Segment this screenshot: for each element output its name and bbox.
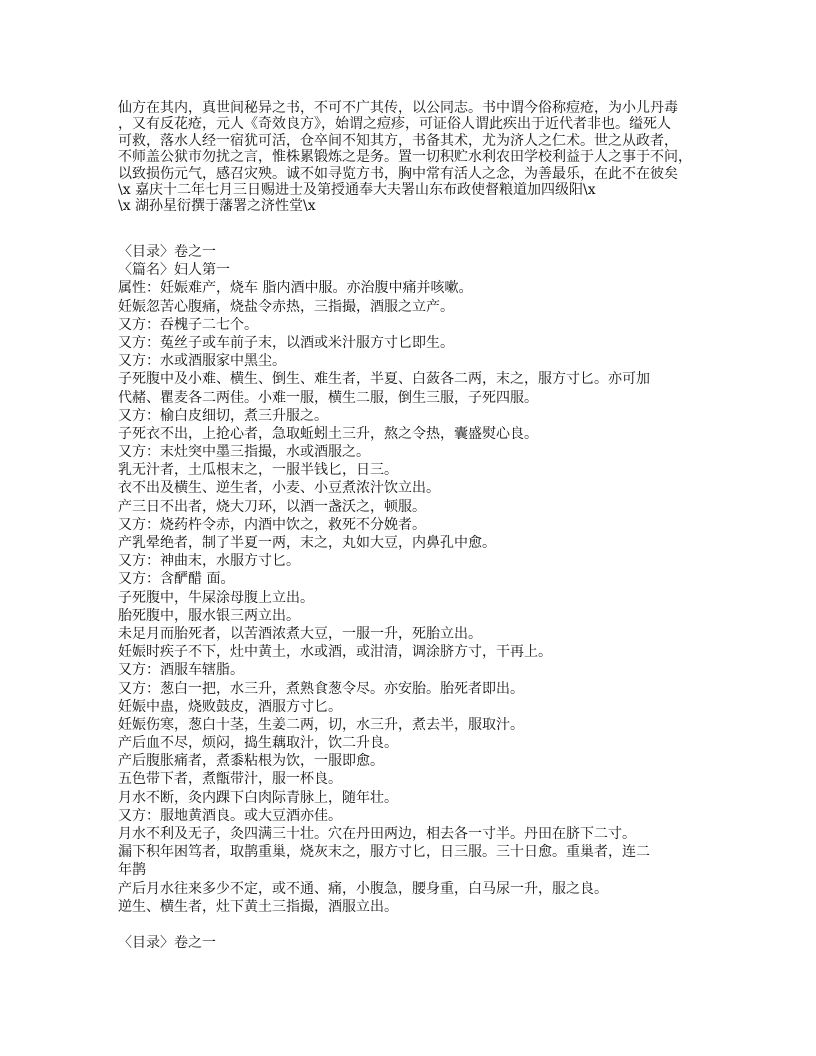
text-line: 产乳晕绝者，制了半夏一两，末之，丸如大豆，内鼻孔中愈。: [118, 535, 496, 551]
text-line: 漏下积年困笃者，取鹊重巢，烧灰末之，服方寸匕，日三服。三十日愈。重巢者，连二: [118, 844, 650, 861]
text-line: 又方：末灶突中墨三指撮，水或酒服之。: [118, 444, 370, 461]
text-line: 衣不出及横生、逆生者，小麦、小豆煮浓汁饮立出。: [118, 480, 440, 497]
text-line: 月水不利及无子，灸四满三十壮。穴在丹田两边，相去各一寸半。丹田在脐下二寸。: [118, 826, 636, 842]
text-line: 又方：菟丝子或车前子末，以酒或米汁服方寸匕即生。: [118, 334, 454, 351]
text-line: 产后血不尽，烦闷，捣生藕取汁，饮二升良。: [118, 735, 398, 752]
text-line: 未足月而胎死者，以苦酒浓煮大豆，一服一升，死胎立出。: [118, 625, 482, 642]
text-line: 妊娠时疾子不下，灶中黄土，水或酒，或泔清，调涂脐方寸，干再上。: [118, 644, 552, 661]
text-line: 又方：烧药杵令赤，内酒中饮之，救死不分娩者。: [118, 516, 426, 533]
text-line: 代赭、瞿麦各二两佳。小难一服，横生二服，倒生三服，子死四服。: [118, 389, 538, 406]
catalog-heading-next: 〈目录〉卷之一: [118, 935, 216, 952]
text-line: 年鹊: [118, 862, 146, 879]
text-line: 又方：酒服车辖脂。: [118, 662, 244, 679]
text-line: 又方：含酽醋 面。: [118, 571, 235, 588]
catalog-heading: 〈目录〉卷之一: [118, 244, 216, 260]
text-line: 子死腹中，牛屎涂母腹上立出。: [118, 589, 314, 606]
text-line: 产三日不出者，烧大刀环，以酒一盏沃之，顿服。: [118, 498, 426, 515]
text-line: 乳无汁者，土瓜根末之，一服半钱匕，日三。: [118, 462, 398, 479]
chapter-title: 〈篇名〉妇人第一: [118, 262, 230, 279]
text-line: 又方：神曲末，水服方寸匕。: [118, 553, 300, 570]
text-line: 可救，落水人经一宿犹可活，仓卒间不知其方，书备其术，尤为济人之仁术。世之从政者，: [118, 132, 678, 149]
text-line: 又方：吞槐子二七个。: [118, 316, 258, 333]
text-line: 产后腹胀痛者，煮黍粘根为饮，一服即愈。: [118, 753, 384, 770]
text-line: 仙方在其内，真世间秘异之书，不可不广其传，以公同志。书中谓今俗称痘疮，为小儿丹毒: [118, 100, 678, 116]
text-line: 胎死腹中，服水银三两立出。: [118, 607, 300, 624]
chapter-body: [118, 279, 650, 916]
text-line: \x 嘉庆十二年七月三日赐进士及第授通奉大夫署山东布政使督粮道加四级阳\x: [118, 181, 596, 198]
text-line: 妊娠忽苦心腹痛，烧盐令赤热，三指撮，酒服之立产。: [118, 298, 454, 315]
text-line: 又方：水或酒服家中黑尘。: [118, 353, 286, 370]
preface-paragraph: [118, 100, 692, 215]
text-line: 妊娠中蛊，烧败鼓皮，酒服方寸匕。: [118, 698, 342, 715]
text-line: 月水不断，灸内踝下白肉际青脉上，随年壮。: [118, 789, 398, 806]
blank-line: [118, 916, 650, 934]
text-line: ，又有反花疮，元人《奇效良方》，始谓之痘疹，可证俗人谓此疾出于近代者非也。缢死人: [118, 116, 671, 133]
chapter-section: [118, 243, 650, 952]
text-line: 以致损伤元气，感召灾殃。诚不如寻览方书，胸中常有活人之念，为善最乐，在此不在彼矣: [118, 165, 678, 182]
text-line: 子死衣不出，上抢心者，急取蚯蚓土三升，熬之令热，囊盛熨心良。: [118, 425, 538, 442]
text-line: 五色带下者，煮甑带汁，服一杯良。: [118, 771, 342, 788]
text-line: 妊娠伤寒，葱白十茎，生姜二两，切，水三升，煮去半，服取汁。: [118, 716, 524, 733]
text-line: 又方：服地黄酒良。或大豆酒亦佳。: [118, 807, 342, 824]
text-line: 又方：葱白一把，水三升，煮熟食葱令尽。亦安胎。胎死者即出。: [118, 680, 524, 697]
text-line: 逆生、横生者，灶下黄土三指撮，酒服立出。: [118, 898, 398, 915]
text-line: 不师盖公狱市勿扰之言，惟株累锻炼之是务。置一切积贮水利农田学校利益于人之事于不问，: [118, 149, 692, 166]
text-line: 又方：榆白皮细切，煮三升服之。: [118, 407, 328, 424]
text-line: 属性：妊娠难产，烧车 脂内酒中服。亦治腹中痛并咳嗽。: [118, 280, 473, 297]
text-line: 产后月水往来多少不定，或不通、痛，小腹急，腰身重，白马尿一升，服之良。: [118, 880, 608, 897]
text-line: \x 湖孙星衍撰于藩署之济性堂\x: [118, 198, 316, 215]
text-line: 子死腹中及小难、横生、倒生、难生者，半夏、白蔹各二两，末之，服方寸匕。亦可加: [118, 371, 650, 388]
